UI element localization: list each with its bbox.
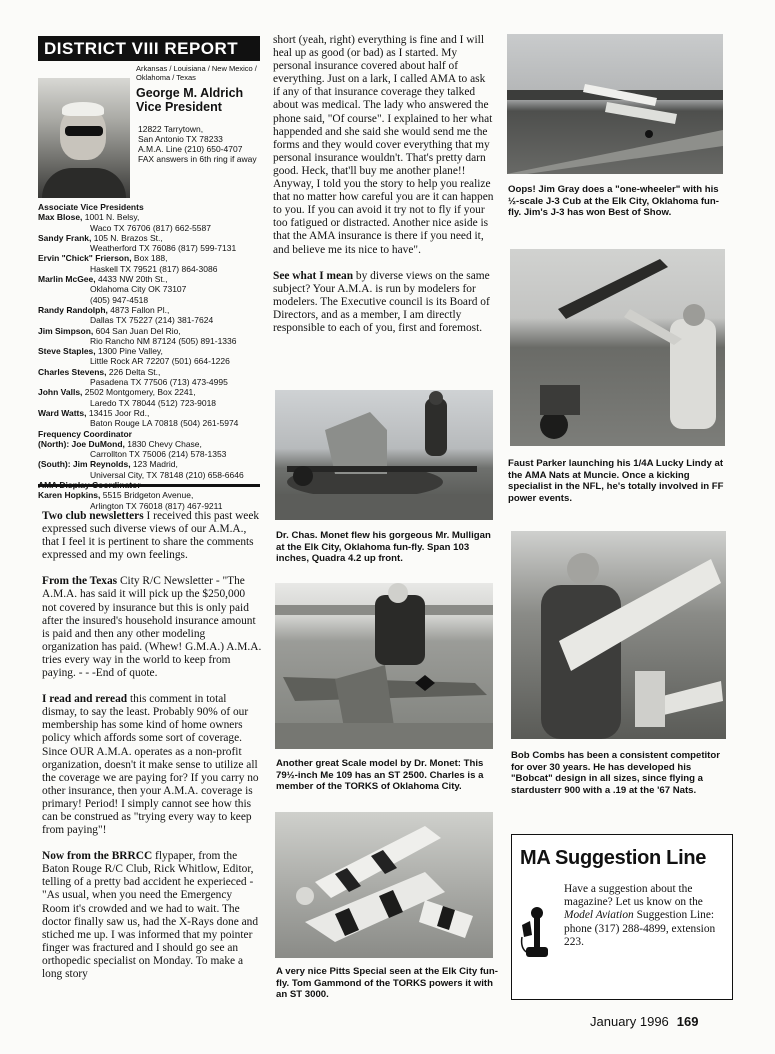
lindy-plane-graphic (510, 249, 725, 446)
frequency-south-address: 123 Madrid, (130, 459, 178, 470)
associate-entry (38, 212, 262, 222)
suggestion-magazine-name: Model Aviation (564, 909, 634, 922)
associate-address: 4873 Fallon Pl., (107, 304, 170, 315)
suggestion-contact: Suggestion Line: phone (317) 288-4899, extension 223. (564, 909, 716, 948)
telephone-icon (520, 905, 554, 965)
issue-date: January 1996 (590, 1014, 669, 1029)
mulligan-plane-graphic (275, 390, 493, 520)
paragraph-lead: See what I mean (273, 269, 354, 282)
mulligan-caption: Dr. Chas. Monet flew his gorgeous Mr. Mulligan at the Elk City, Oklahoma fun-fly. Span 103 inches, Quadra 4.2 up front. (276, 530, 491, 565)
associate-entry (38, 253, 262, 263)
frequency-north-city: Carrollton TX 75006 (214) 578-1353 (90, 449, 227, 460)
vp-name: George M. Aldrich (136, 86, 244, 100)
frequency-north-address: 1830 Chevy Chase, (124, 438, 202, 449)
associate-name: Charles Stevens, (38, 366, 107, 377)
associate-address: Box 188, (131, 253, 168, 264)
me109-caption: Another great Scale model by Dr. Monet: This 79½-inch Me 109 has an ST 2500. Charles is a member of the TORKS of Oklahoma City. (276, 758, 484, 793)
associate-city: Haskell TX 79521 (817) 864-3086 (90, 263, 218, 274)
vp-address (138, 124, 263, 164)
associate-name: Jim Simpson, (38, 325, 94, 336)
associate-entry (38, 387, 262, 397)
associate-address: 226 Delta St., (106, 366, 161, 377)
suggestion-title: MA Suggestion Line (520, 847, 707, 869)
me109-photo (275, 583, 493, 749)
paragraph-text: City R/C Newsletter - "The A.M.A. has said it will pick up the $250,000 not covered by insurance but this is only paid after the insured's household insurance amount is paid and then any other modeling organization has paid. (Whew! G.M.A.) A.M.A. tries every way in the world to keep from paying. - - -End of quote. (42, 575, 262, 680)
associate-name: Ervin "Chick" Frierson, (38, 253, 132, 264)
display-coordinator-city: Arlington TX 76018 (817) 467-9211 (90, 500, 223, 511)
bobcat-caption: Bob Combs has been a consistent competitor for over 30 years. He has developed his "Bobcat" design in all sizes, since flying a stardusterr 900 with a .19 at the '67 Nats. (511, 750, 720, 796)
display-coordinator-address: 5515 Bridgeton Avenue, (100, 490, 194, 501)
vp-title: Vice President (136, 100, 222, 114)
associate-address: 4433 NW 20th St., (95, 274, 168, 285)
paragraph-lead: Now from the BRRCC (42, 850, 153, 863)
associate-phone: (405) 947-4518 (90, 294, 149, 305)
article-paragraph (42, 850, 262, 981)
associate-city: Little Rock AR 72207 (501) 664-1226 (90, 356, 230, 367)
bobcat-photo (511, 531, 726, 739)
portrait-hair (62, 102, 104, 116)
pitts-caption: A very nice Pitts Special seen at the Elk City fun-fly. Tom Gammond of the TORKS powers it with an ST 3000. (276, 966, 498, 1001)
pitts-photo (275, 812, 493, 958)
frequency-north (38, 439, 262, 449)
associate-name: Sandy Frank, (38, 232, 92, 243)
associate-entry (38, 367, 262, 377)
paragraph-lead: From the Texas (42, 575, 118, 588)
paragraph-text: by diverse views on the same subject? Your A.M.A. is run by modelers for modelers. The Executive council is its Board of Directors, and as a member, I am directly responsible to each of you, first and foremost. (273, 269, 490, 334)
report-title: DISTRICT VIII REPORT (38, 36, 260, 61)
paragraph-text: flypaper, from the Baton Rouge R/C Club, Rick Whitlow, Editor, telling of a pretty bad accident he experieced - "As usual, when you need the Emergency Room it's crowded and we had to wait. The doctor finally saw us, had the X-Rays done and stiched me up. I was informed that my pointer finger was fractured and I should go see an orthopedic specialist on Monday. To make a long story (42, 850, 259, 980)
associate-entry (38, 408, 262, 418)
section-divider (38, 484, 260, 487)
vp-address-line: San Antonio TX 78233 (138, 134, 223, 144)
bobcat-plane-graphic (511, 531, 726, 739)
lindy-caption: Faust Parker launching his 1/4A Lucky Lindy at the AMA Nats at Muncie. Once a kicking specialist in the NFL, he's totally involved in FF power events. (508, 458, 724, 504)
associate-name: Ward Watts, (38, 407, 87, 418)
associate-address: 604 San Juan Del Rio, (93, 325, 181, 336)
associate-city: Weatherford TX 76086 (817) 599-7131 (90, 243, 237, 254)
frequency-south-name: (South): Jim Reynolds, (38, 459, 131, 470)
associate-city: Laredo TX 78044 (512) 723-9018 (90, 397, 217, 408)
associate-entry (38, 274, 262, 284)
pitts-plane-graphic (275, 812, 493, 958)
display-coordinator (38, 490, 262, 500)
paragraph-lead: I read and reread (42, 693, 128, 706)
article-paragraph (42, 693, 262, 837)
lindy-photo (510, 249, 725, 446)
associate-name: Steve Staples, (38, 346, 96, 357)
mulligan-photo (275, 390, 493, 520)
associate-address: 1001 N. Belsy, (82, 212, 140, 223)
frequency-south (38, 459, 262, 469)
article-paragraph (42, 575, 262, 680)
associate-city: Baton Rouge LA 70818 (504) 261-5974 (90, 418, 239, 429)
region-line-2: Oklahoma / Texas (136, 73, 196, 82)
region-list (136, 64, 260, 82)
vp-fax-line: FAX answers in 6th ring if away (138, 154, 257, 164)
portrait-sunglasses (65, 126, 103, 136)
region-line-1: Arkansas / Louisiana / New Mexico / (136, 64, 257, 73)
cub-caption: Oops! Jim Gray does a "one-wheeler" with his ½-scale J-3 Cub at the Elk City, Oklahoma fun-fly. Jim's J-3 has won Best of Show. (508, 184, 719, 219)
frequency-heading: Frequency Coordinator (38, 428, 132, 439)
associate-entry (38, 326, 262, 336)
associate-vp-list (38, 202, 262, 511)
associate-entry (38, 233, 262, 243)
vp-address-line: 12822 Tarrytown, (138, 124, 204, 134)
portrait-shirt (42, 168, 126, 198)
suggestion-text: Have a suggestion about the magazine? Let us know on the (564, 883, 703, 909)
associate-name: Randy Randolph, (38, 304, 108, 315)
cub-plane-graphic (507, 34, 723, 174)
associate-city: Pasadena TX 77506 (713) 473-4995 (90, 377, 228, 388)
me109-plane-graphic (275, 583, 493, 749)
associate-heading: Associate Vice Presidents (38, 202, 144, 212)
associate-name: John Valls, (38, 387, 83, 398)
page-number: 169 (676, 1014, 699, 1029)
cub-photo (507, 34, 723, 174)
associate-entry (38, 346, 262, 356)
vp-portrait-photo (38, 78, 130, 198)
associate-address: 105 N. Brazos St., (91, 232, 163, 243)
associate-name: Marlin McGee, (38, 274, 96, 285)
district-report-box (38, 36, 260, 511)
article-column-2 (273, 34, 495, 348)
paragraph-lead: Two club newsletters (42, 510, 144, 522)
associate-city: Oklahoma City OK 73107 (90, 284, 187, 295)
vp-phone-line: A.M.A. Line (210) 650-4707 (138, 144, 243, 154)
associate-city: Dallas TX 75227 (214) 381-7624 (90, 315, 214, 326)
frequency-south-city: Universal City, TX 78148 (210) 658-6646 (90, 469, 244, 480)
associate-address: 13415 Joor Rd., (86, 407, 150, 418)
paragraph-text: this comment in total dismay, to say the least. Probably 90% of our membership has some kind of home owners policy which affords some sort of coverage. Since OUR A.M.A. operates as a non-profit organization, doesn't it make sense to utilize all the coverage we are paying for? If you carry no other insurance, then your A.M.A. coverage is primary! Period! I simply cannot see how this can be construed as "trying every way to keep from paying"! (42, 693, 259, 837)
suggestion-line-box (511, 834, 733, 1000)
page-footer (590, 1014, 698, 1029)
display-coordinator-name: Karen Hopkins, (38, 490, 101, 501)
article-column-1 (42, 510, 262, 994)
paragraph-text: I received this past week expressed such diverse views of our A.M.A., that I feel it is pertinent to share the comments expressed and my own feelings. (42, 510, 260, 562)
frequency-north-name: (North): Joe DuMond, (38, 438, 125, 449)
associate-city: Waco TX 76706 (817) 662-5587 (90, 222, 211, 233)
article-paragraph (42, 510, 262, 562)
associate-city: Rio Rancho NM 87124 (505) 891-1336 (90, 335, 237, 346)
associate-address: 2502 Montgomery, Box 2241, (82, 387, 196, 398)
article-paragraph (273, 270, 495, 335)
article-paragraph: short (yeah, right) everything is fine and I will heal up as good (or bad) as I started. My personal insurance covered about half of everything. Just on a lark, I called AMA to ask if any of that insurance coverage they talked about was medical. The lady who answered the phone said, "Of course". I explained to her what happended and she said she would send me the forms and they would cover everything that my personal insurance wouldn't. That's pretty darn good. Heck, that'll buy me another plane!! Anyway, I told you the story to help you realize that no matter how careful you are it can happen to you. If you can avoid it try not to fly if your too fatigued or distracted. Another nice aside is that the AMA insurance is there if you need it, and believe me its nice to have". (273, 34, 494, 256)
associate-name: Max Blose, (38, 212, 83, 223)
associate-address: 1300 Pine Valley, (95, 346, 163, 357)
associate-entry (38, 305, 262, 315)
suggestion-body (564, 883, 728, 949)
